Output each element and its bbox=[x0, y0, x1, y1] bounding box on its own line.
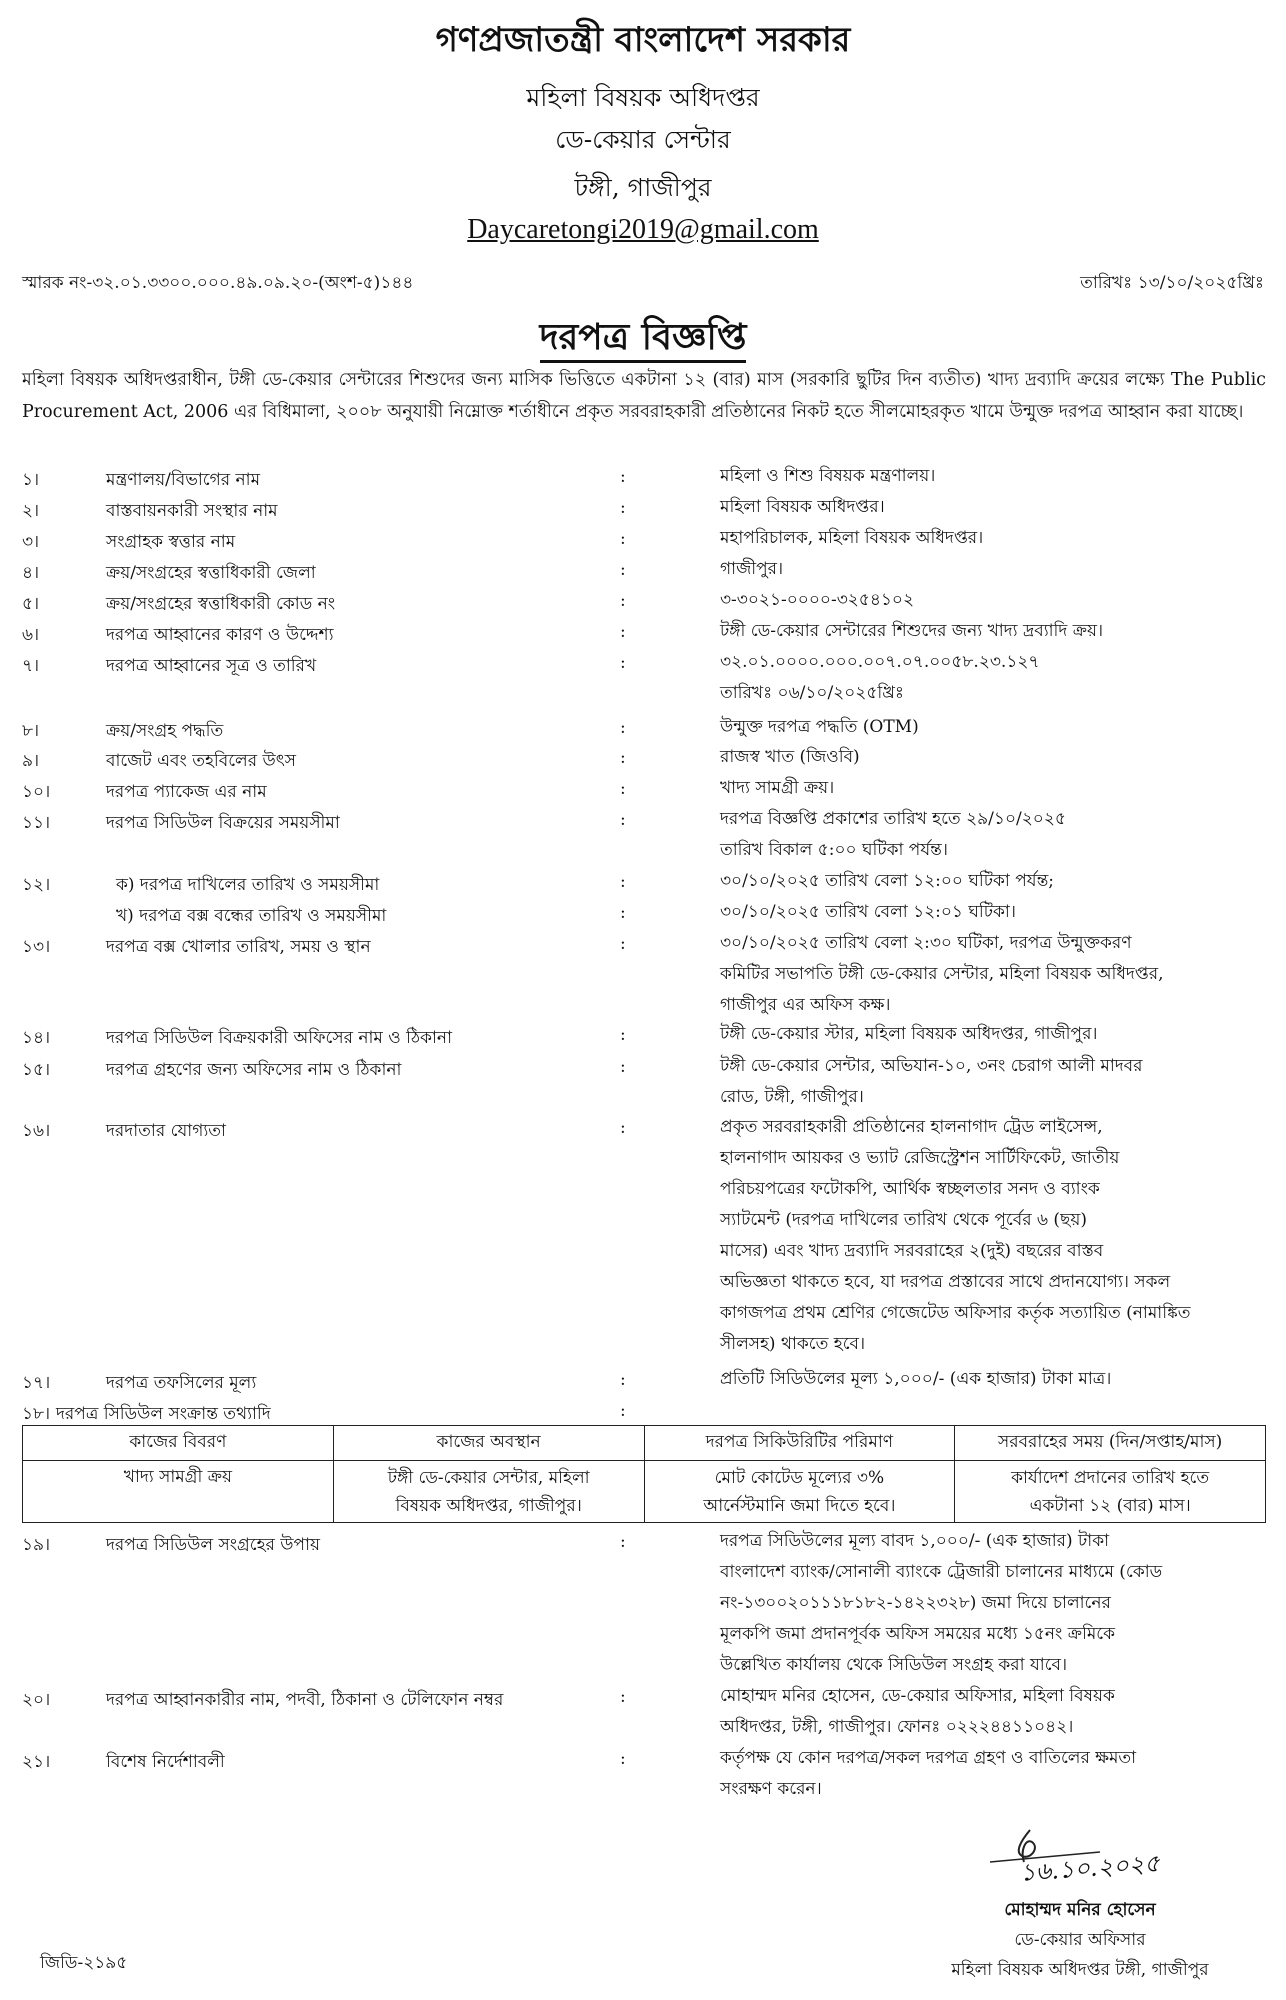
item-value bbox=[720, 1019, 1268, 1050]
item-value-line: রাজস্ব খাত (জিওবি) bbox=[720, 747, 860, 767]
item-value-line: নং-১৩০০২০১১১৮১৮২-১৪২২৩২৮) জমা দিয়ে চালানের bbox=[720, 1593, 1111, 1613]
item-value-line: তারিখঃ ০৬/১০/২০২৫খ্রিঃ bbox=[720, 683, 904, 703]
item-label: ক) দরপত্র দাখিলের তারিখ ও সময়সীমা bbox=[116, 875, 380, 895]
item-label: দরপত্র আহ্বানের কারণ ও উদ্দেশ্য bbox=[106, 625, 334, 645]
item-value bbox=[720, 1526, 1268, 1681]
item-label: দরপত্র বক্স খোলার তারিখ, সময় ও স্থান bbox=[106, 937, 371, 957]
item-value bbox=[720, 1112, 1268, 1360]
item-number: ১৮। bbox=[22, 1404, 51, 1424]
item-value-line: ৩-৩০২১-০০০০-৩২৫৪১০২ bbox=[720, 590, 914, 610]
item-number: ১২। bbox=[22, 875, 51, 895]
schedule-table-row bbox=[23, 1461, 1266, 1523]
item-value bbox=[720, 1743, 1268, 1805]
signatory-office: মহিলা বিষয়ক অধিদপ্তর টঙ্গী, গাজীপুর bbox=[951, 1960, 1209, 1980]
item-value bbox=[720, 928, 1268, 1021]
item-value-line: দরপত্র বিজ্ঞপ্তি প্রকাশের তারিখ হতে ২৯/১০/২০২৫ bbox=[720, 809, 1066, 829]
item-label: দরপত্র আহ্বানের সূত্র ও তারিখ bbox=[106, 656, 317, 676]
email-link[interactable]: Daycaretongi2019@gmail.com bbox=[467, 214, 819, 245]
schedule-col-header: দরপত্র সিকিউরিটির পরিমাণ bbox=[644, 1426, 955, 1461]
item-value-line: কাগজপত্র প্রথম শ্রেণির গেজেটেড অফিসার কর্তৃক সত্যায়িত (নামাঙ্কিত bbox=[720, 1303, 1191, 1323]
cell-line: খাদ্য সামগ্রী ক্রয় bbox=[123, 1467, 232, 1487]
item-value bbox=[720, 1364, 1268, 1395]
item-colon: : bbox=[620, 1401, 626, 1421]
intro-paragraph: মহিলা বিষয়ক অধিদপ্তরাধীন, টঙ্গী ডে-কেয়ার সেন্টারের শিশুদের জন্য মাসিক ভিত্তিতে একটানা ১২ (বার) মাস (সরকারি ছুটির দিন ব্যতীত) খাদ্য দ্রব্যাদি ক্রয়ের লক্ষ্যে The Public Procurement Act, 2006 এর বিধিমালা, ২০০৮ অনুযায়ী নিম্নোক্ত শর্তাধীনে প্রকৃত সরবরাহকারী প্রতিষ্ঠানের নিকট হতে সীলমোহরকৃত খামে উন্মুক্ত দরপত্র আহ্বান করা যাচ্ছে। bbox=[22, 370, 1266, 422]
schedule-col-header: কাজের অবস্থান bbox=[333, 1426, 644, 1461]
cell-line: কার্যাদেশ প্রদানের তারিখ হতে bbox=[1011, 1467, 1210, 1488]
item-value-line: মূলকপি জমা প্রদানপূর্বক অফিস সময়ের মধ্যে ১৫নং ক্রমিকে bbox=[720, 1624, 1116, 1644]
item-value-line: খাদ্য সামগ্রী ক্রয়। bbox=[720, 778, 835, 798]
item-value bbox=[720, 1051, 1268, 1113]
item-value-line: টঙ্গী ডে-কেয়ার সেন্টার, অভিযান-১০, ৩নং চেরাগ আলী মাদবর bbox=[720, 1056, 1143, 1076]
item-value bbox=[720, 647, 1268, 709]
item-value-line: মহিলা বিষয়ক অধিদপ্তর। bbox=[720, 497, 885, 517]
item-value bbox=[720, 585, 1268, 616]
item-value-line: মাসের) এবং খাদ্য দ্রব্যাদি সরবরাহের ২(দুই) বছরের বাস্তব bbox=[720, 1241, 1104, 1261]
item-number: ২। bbox=[22, 501, 40, 521]
item-number: ৩। bbox=[22, 532, 40, 552]
item-number: ৪। bbox=[22, 563, 40, 583]
item-label: ক্রয়/সংগ্রহের স্বত্তাধিকারী জেলা bbox=[106, 563, 316, 583]
item-colon: : bbox=[620, 718, 626, 738]
item-value bbox=[720, 554, 1268, 585]
item-colon: : bbox=[620, 1370, 626, 1390]
item-value-line: পরিচয়পত্রের ফটোকপি, আর্থিক স্বচ্ছলতার সনদ ও ব্যাংক bbox=[720, 1179, 1100, 1199]
item-colon: : bbox=[620, 1532, 626, 1552]
item-value-line: কমিটির সভাপতি টঙ্গী ডে-কেয়ার সেন্টার, মহিলা বিষয়ক অধিদপ্তর, bbox=[720, 964, 1164, 984]
item-value-line: সীলসহ) থাকতে হবে। bbox=[720, 1334, 866, 1354]
item-number: ১৩। bbox=[22, 937, 51, 957]
item-label: বিশেষ নির্দেশাবলী bbox=[106, 1752, 225, 1772]
item-label: বাজেট এবং তহবিলের উৎস bbox=[106, 751, 297, 771]
item-value bbox=[720, 461, 1268, 492]
item-value bbox=[720, 866, 1268, 897]
signature-date: ১৬.১০.২০২৫ bbox=[1019, 1849, 1161, 1887]
signatory-designation: ডে-কেয়ার অফিসার bbox=[1014, 1930, 1146, 1950]
item-value-line: গাজীপুর। bbox=[720, 559, 784, 579]
item-number: ৮। bbox=[22, 721, 40, 741]
item-label: খ) দরপত্র বক্স বন্ধের তারিখ ও সময়সীমা bbox=[116, 906, 387, 926]
item-number: ১১। bbox=[22, 813, 51, 833]
item-value-line: ৩০/১০/২০২৫ তারিখ বেলা ১২:০০ ঘটিকা পর্যন্ত; bbox=[720, 871, 1055, 891]
item-label: দরদাতার যোগ্যতা bbox=[106, 1121, 226, 1141]
item-number: ১৬। bbox=[22, 1121, 51, 1141]
schedule-cell-delivery bbox=[955, 1461, 1266, 1523]
item-number: ১৪। bbox=[22, 1028, 51, 1048]
department-name: মহিলা বিষয়ক অধিদপ্তর bbox=[526, 83, 760, 112]
item-value-line: ৩০/১০/২০২৫ তারিখ বেলা ১২:০১ ঘটিকা। bbox=[720, 902, 1016, 922]
item-value-line: ৩০/১০/২০২৫ তারিখ বেলা ২:৩০ ঘটিকা, দরপত্র উন্মুক্তকরণ bbox=[720, 933, 1132, 953]
notice-date: তারিখঃ ১৩/১০/২০২৫খ্রিঃ bbox=[1080, 273, 1264, 293]
item-number: ১০। bbox=[22, 782, 51, 802]
item-colon: : bbox=[620, 467, 626, 487]
item-number: ৭। bbox=[22, 656, 40, 676]
item-colon: : bbox=[620, 1118, 626, 1138]
item-colon: : bbox=[620, 1057, 626, 1077]
item-label: দরপত্র সিডিউল সংক্রান্ত তথ্যাদি bbox=[56, 1404, 271, 1424]
item-value-line: রোড, টঙ্গী, গাজীপুর। bbox=[720, 1087, 864, 1107]
cell-line: একটানা ১২ (বার) মাস। bbox=[1029, 1495, 1191, 1516]
center-location: টঙ্গী, গাজীপুর bbox=[574, 173, 712, 202]
schedule-col-header: সরবরাহের সময় (দিন/সপ্তাহ/মাস) bbox=[955, 1426, 1266, 1461]
item-label: দরপত্র সিডিউল বিক্রয়কারী অফিসের নাম ও ঠিকানা bbox=[106, 1028, 453, 1048]
signatory-name: মোহাম্মদ মনির হোসেন bbox=[1004, 1900, 1156, 1920]
item-colon: : bbox=[620, 1025, 626, 1045]
memo-number: স্মারক নং-৩২.০১.৩৩০০.০০০.৪৯.০৯.২০-(অংশ-৫)১৪৪ bbox=[22, 273, 414, 293]
schedule-cell-location bbox=[333, 1461, 644, 1523]
schedule-cell-work bbox=[23, 1461, 334, 1523]
item-value bbox=[720, 897, 1268, 928]
item-number: ২০। bbox=[22, 1690, 51, 1710]
item-value-line: অভিজ্ঞতা থাকতে হবে, যা দরপত্র প্রস্তাবের সাথে প্রদানযোগ্য। সকল bbox=[720, 1272, 1171, 1292]
item-colon: : bbox=[620, 934, 626, 954]
schedule-table bbox=[22, 1425, 1266, 1523]
item-label: সংগ্রাহক স্বত্তার নাম bbox=[106, 532, 236, 552]
item-value-line: তারিখ বিকাল ৫:০০ ঘটিকা পর্যন্ত। bbox=[720, 840, 948, 860]
item-value bbox=[720, 492, 1268, 523]
item-value-line: অধিদপ্তর, টঙ্গী, গাজীপুর। ফোনঃ ০২২২৪৪১১০৪২। bbox=[720, 1717, 1074, 1737]
item-colon: : bbox=[620, 1749, 626, 1769]
schedule-table-header-row bbox=[23, 1426, 1266, 1461]
item-number: ৯। bbox=[22, 751, 40, 771]
item-value-line: প্রকৃত সরবরাহকারী প্রতিষ্ঠানের হালনাগাদ ট্রেড লাইসেন্স, bbox=[720, 1117, 1103, 1137]
item-label: দরপত্র সিডিউল সংগ্রহের উপায় bbox=[106, 1535, 321, 1555]
item-colon: : bbox=[620, 810, 626, 830]
govt-heading: গণপ্রজাতন্ত্রী বাংলাদেশ সরকার bbox=[435, 20, 851, 60]
item-value-line: টঙ্গী ডে-কেয়ার স্টার, মহিলা বিষয়ক অধিদপ্তর, গাজীপুর। bbox=[720, 1024, 1098, 1044]
item-value-line: গাজীপুর এর অফিস কক্ষ। bbox=[720, 995, 891, 1015]
item-colon: : bbox=[620, 872, 626, 892]
item-label: দরপত্র আহ্বানকারীর নাম, পদবী, ঠিকানা ও টেলিফোন নম্বর bbox=[106, 1690, 504, 1710]
item-colon: : bbox=[620, 779, 626, 799]
item-value-line: ৩২.০১.০০০০.০০০.০০৭.০৭.০০৫৮.২৩.১২৭ bbox=[720, 652, 1040, 672]
cell-line: মোট কোটেড মূল্যের ৩% bbox=[714, 1467, 885, 1488]
item-label: মন্ত্রণালয়/বিভাগের নাম bbox=[106, 470, 261, 490]
item-value-line: কর্তৃপক্ষ যে কোন দরপত্র/সকল দরপত্র গ্রহণ ও বাতিলের ক্ষমতা bbox=[720, 1748, 1137, 1768]
item-value-line: বাংলাদেশ ব্যাংক/সোনালী ব্যাংকে ট্রেজারী চালানের মাধ্যমে (কোড bbox=[720, 1562, 1163, 1582]
item-label: ক্রয়/সংগ্রহ পদ্ধতি bbox=[106, 721, 224, 741]
item-value-line: মহাপরিচালক, মহিলা বিষয়ক অধিদপ্তর। bbox=[720, 528, 984, 548]
schedule-col-header: কাজের বিবরণ bbox=[23, 1426, 334, 1461]
item-value-line: সংরক্ষণ করেন। bbox=[720, 1779, 822, 1799]
item-value-line: স্যাটমেন্ট (দরপত্র দাখিলের তারিখ থেকে পূর্বের ৬ (ছয়) bbox=[720, 1210, 1088, 1230]
item-number: ৫। bbox=[22, 594, 40, 614]
item-value-line: উন্মুক্ত দরপত্র পদ্ধতি (OTM) bbox=[720, 717, 919, 737]
gd-number: জিডি-২১৯৫ bbox=[40, 1953, 128, 1973]
notice-title-text: দরপত্র বিজ্ঞপ্তি bbox=[540, 316, 747, 363]
item-value bbox=[720, 712, 1268, 743]
item-number: ৬। bbox=[22, 625, 40, 645]
item-number: ১। bbox=[22, 470, 40, 490]
schedule-cell-security bbox=[644, 1461, 955, 1523]
item-value-line: মোহাম্মদ মনির হোসেন, ডে-কেয়ার অফিসার, মহিলা বিষয়ক bbox=[720, 1686, 1115, 1706]
item-colon: : bbox=[620, 560, 626, 580]
item-colon: : bbox=[620, 903, 626, 923]
item-number: ২১। bbox=[22, 1752, 51, 1772]
item-value bbox=[720, 804, 1268, 866]
item-value-line: উল্লেখিত কার্যালয় থেকে সিডিউল সংগ্রহ করা যাবে। bbox=[720, 1655, 1068, 1675]
item-value bbox=[720, 773, 1268, 804]
item-number: ১৯। bbox=[22, 1535, 51, 1555]
item-colon: : bbox=[620, 1687, 626, 1707]
item-value bbox=[720, 1681, 1268, 1743]
notice-title bbox=[0, 310, 1286, 370]
item-value-line: প্রতিটি সিডিউলের মূল্য ১,০০০/- (এক হাজার) টাকা মাত্র। bbox=[720, 1369, 1112, 1389]
cell-line: আর্নেস্টমানি জমা দিতে হবে। bbox=[703, 1495, 896, 1516]
item-colon: : bbox=[620, 591, 626, 611]
item-number: ১৭। bbox=[22, 1373, 51, 1393]
item-value-line: হালনাগাদ আয়কর ও ভ্যাট রেজিস্ট্রেশন সার্টিফিকেট, জাতীয় bbox=[720, 1148, 1120, 1168]
item-value bbox=[720, 742, 1268, 773]
item-colon: : bbox=[620, 653, 626, 673]
item-label: দরপত্র সিডিউল বিক্রয়ের সময়সীমা bbox=[106, 813, 340, 833]
item-value bbox=[720, 523, 1268, 554]
item-value-line: দরপত্র সিডিউলের মূল্য বাবদ ১,০০০/- (এক হাজার) টাকা bbox=[720, 1531, 1110, 1551]
item-label: ক্রয়/সংগ্রহের স্বত্তাধিকারী কোড নং bbox=[106, 594, 336, 614]
cell-line: বিষয়ক অধিদপ্তর, গাজীপুর। bbox=[395, 1495, 582, 1516]
cell-line: টঙ্গী ডে-কেয়ার সেন্টার, মহিলা bbox=[387, 1467, 590, 1488]
item-value-line: টঙ্গী ডে-কেয়ার সেন্টারের শিশুদের জন্য খাদ্য দ্রব্যাদি ক্রয়। bbox=[720, 621, 1104, 641]
item-colon: : bbox=[620, 529, 626, 549]
item-colon: : bbox=[620, 748, 626, 768]
item-label: দরপত্র প্যাকেজ এর নাম bbox=[106, 782, 267, 802]
item-colon: : bbox=[620, 622, 626, 642]
item-label: দরপত্র গ্রহণের জন্য অফিসের নাম ও ঠিকানা bbox=[106, 1060, 402, 1080]
item-value-line: মহিলা ও শিশু বিষয়ক মন্ত্রণালয়। bbox=[720, 466, 936, 486]
center-name: ডে-কেয়ার সেন্টার bbox=[555, 125, 731, 154]
item-label: দরপত্র তফসিলের মূল্য bbox=[106, 1373, 257, 1393]
item-colon: : bbox=[620, 498, 626, 518]
item-label: বাস্তবায়নকারী সংস্থার নাম bbox=[106, 501, 278, 521]
item-number: ১৫। bbox=[22, 1060, 51, 1080]
item-value bbox=[720, 616, 1268, 647]
